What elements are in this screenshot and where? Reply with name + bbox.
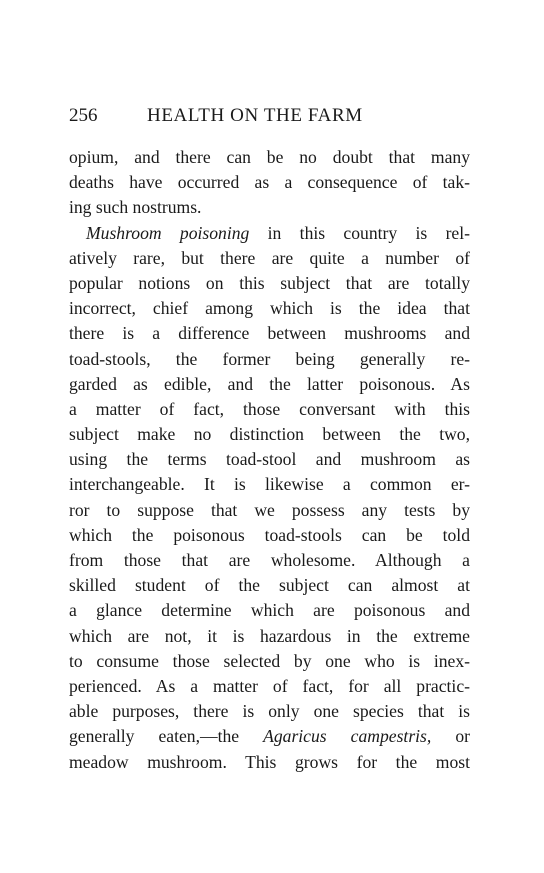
- text-line: toad-stools, the former being generally re-: [69, 348, 470, 369]
- running-header: [69, 104, 479, 128]
- text-line: Mushroom poisoning in this country is rel-: [86, 222, 470, 243]
- text-line: interchangeable. It is likewise a common er-: [69, 474, 470, 495]
- text-line: incorrect, chief among which is the idea that: [69, 298, 470, 319]
- text-line: able purposes, there is only one species that is: [69, 701, 470, 722]
- text-line: subject make no distinction between the two,: [69, 424, 470, 445]
- text-line: ror to suppose that we possess any tests by: [69, 499, 470, 520]
- text-line: which are not, it is hazardous in the extreme: [69, 625, 470, 646]
- italic-phrase: Agaricus campestris,: [263, 726, 432, 747]
- text-line: using the terms toad-stool and mushroom as: [69, 449, 470, 470]
- text-line: deaths have occurred as a consequence of tak-: [69, 172, 470, 193]
- text-line: generally eaten,—the Agaricus campestris, or: [69, 726, 470, 747]
- text-line: skilled student of the subject can almost at: [69, 575, 470, 596]
- text-line: there is a difference between mushrooms and: [69, 323, 470, 344]
- text-line: a matter of fact, those conversant with this: [69, 398, 470, 419]
- text-line: opium, and there can be no doubt that many: [69, 147, 470, 167]
- text-line: perienced. As a matter of fact, for all practic-: [69, 675, 470, 696]
- italic-phrase: Mushroom poisoning: [86, 222, 250, 243]
- text-line: garded as edible, and the latter poisonous. As: [69, 373, 470, 394]
- text-line: meadow mushroom. This grows for the most: [69, 751, 470, 772]
- body-text: [69, 145, 470, 775]
- text-line: to consume those selected by one who is inex-: [69, 650, 470, 671]
- text-line: which the poisonous toad-stools can be told: [69, 524, 470, 545]
- text-line: a glance determine which are poisonous and: [69, 600, 470, 621]
- text-line: from those that are wholesome. Although a: [69, 550, 470, 570]
- running-title: HEALTH ON THE FARM: [147, 105, 363, 126]
- text-line: atively rare, but there are quite a number of: [69, 247, 470, 268]
- text-line: popular notions on this subject that are totally: [69, 272, 470, 293]
- page-number: 256: [69, 105, 98, 126]
- text-line: ing such nostrums.: [69, 197, 202, 218]
